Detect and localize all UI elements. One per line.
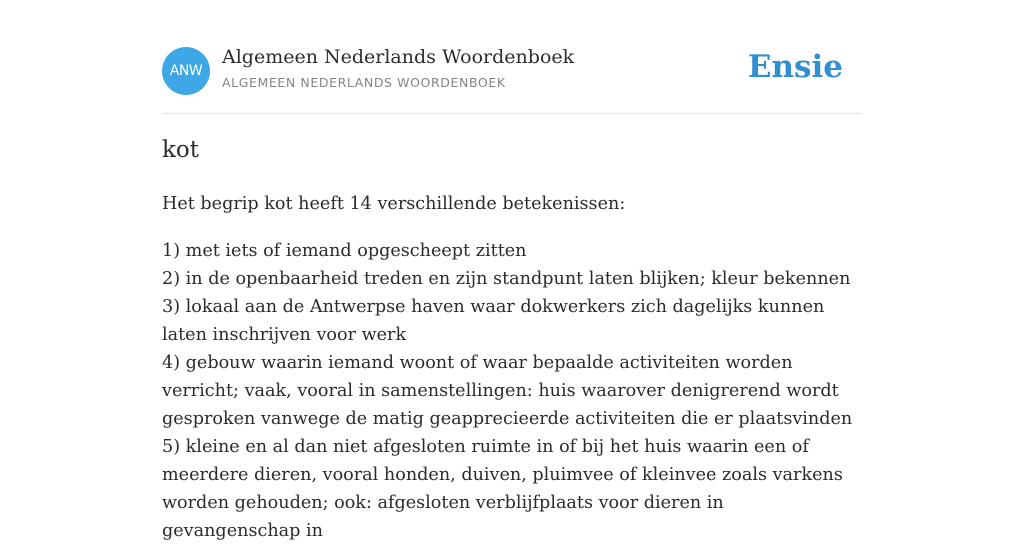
meaning-item: 3) lokaal aan de Antwerpse haven waar dokwerkers zich dagelijks kunnen laten inschrijven voor werk (162, 297, 825, 345)
meaning-item: 1) met iets of iemand opgescheept zitten (162, 241, 527, 261)
meaning-item: 5) kleine en al dan niet afgesloten ruimte in of bij het huis waarin een of meerdere dieren, vooral honden, duiven, pluimvee of kleinvee zoals varkens worden gehouden; ook: afgesloten verblijfplaats voor dieren in gevangenschap in (162, 437, 843, 541)
ensie-brand-logo[interactable]: Ensie (747, 49, 843, 85)
header-divider (162, 113, 862, 114)
meaning-item: 2) in de openbaarheid treden en zijn standpunt laten blijken; kleur bekennen (162, 269, 851, 289)
meanings-list (162, 237, 866, 545)
site-subtitle: ALGEMEEN NEDERLANDS WOORDENBOEK (222, 75, 506, 90)
meaning-item: 4) gebouw waarin iemand woont of waar bepaalde activiteiten worden verricht; vaak, vooral in samenstellingen: huis waarover denigrerend wordt gesproken vanwege de matig geapprecieerde activiteiten die er plaatsvinden (162, 353, 853, 429)
entry-term: kot (162, 137, 200, 163)
anw-logo[interactable]: ANW (162, 47, 210, 95)
entry-intro: Het begrip kot heeft 14 verschillende betekenissen: (162, 194, 626, 214)
site-header (162, 46, 862, 96)
site-title[interactable]: Algemeen Nederlands Woordenboek (222, 46, 575, 68)
